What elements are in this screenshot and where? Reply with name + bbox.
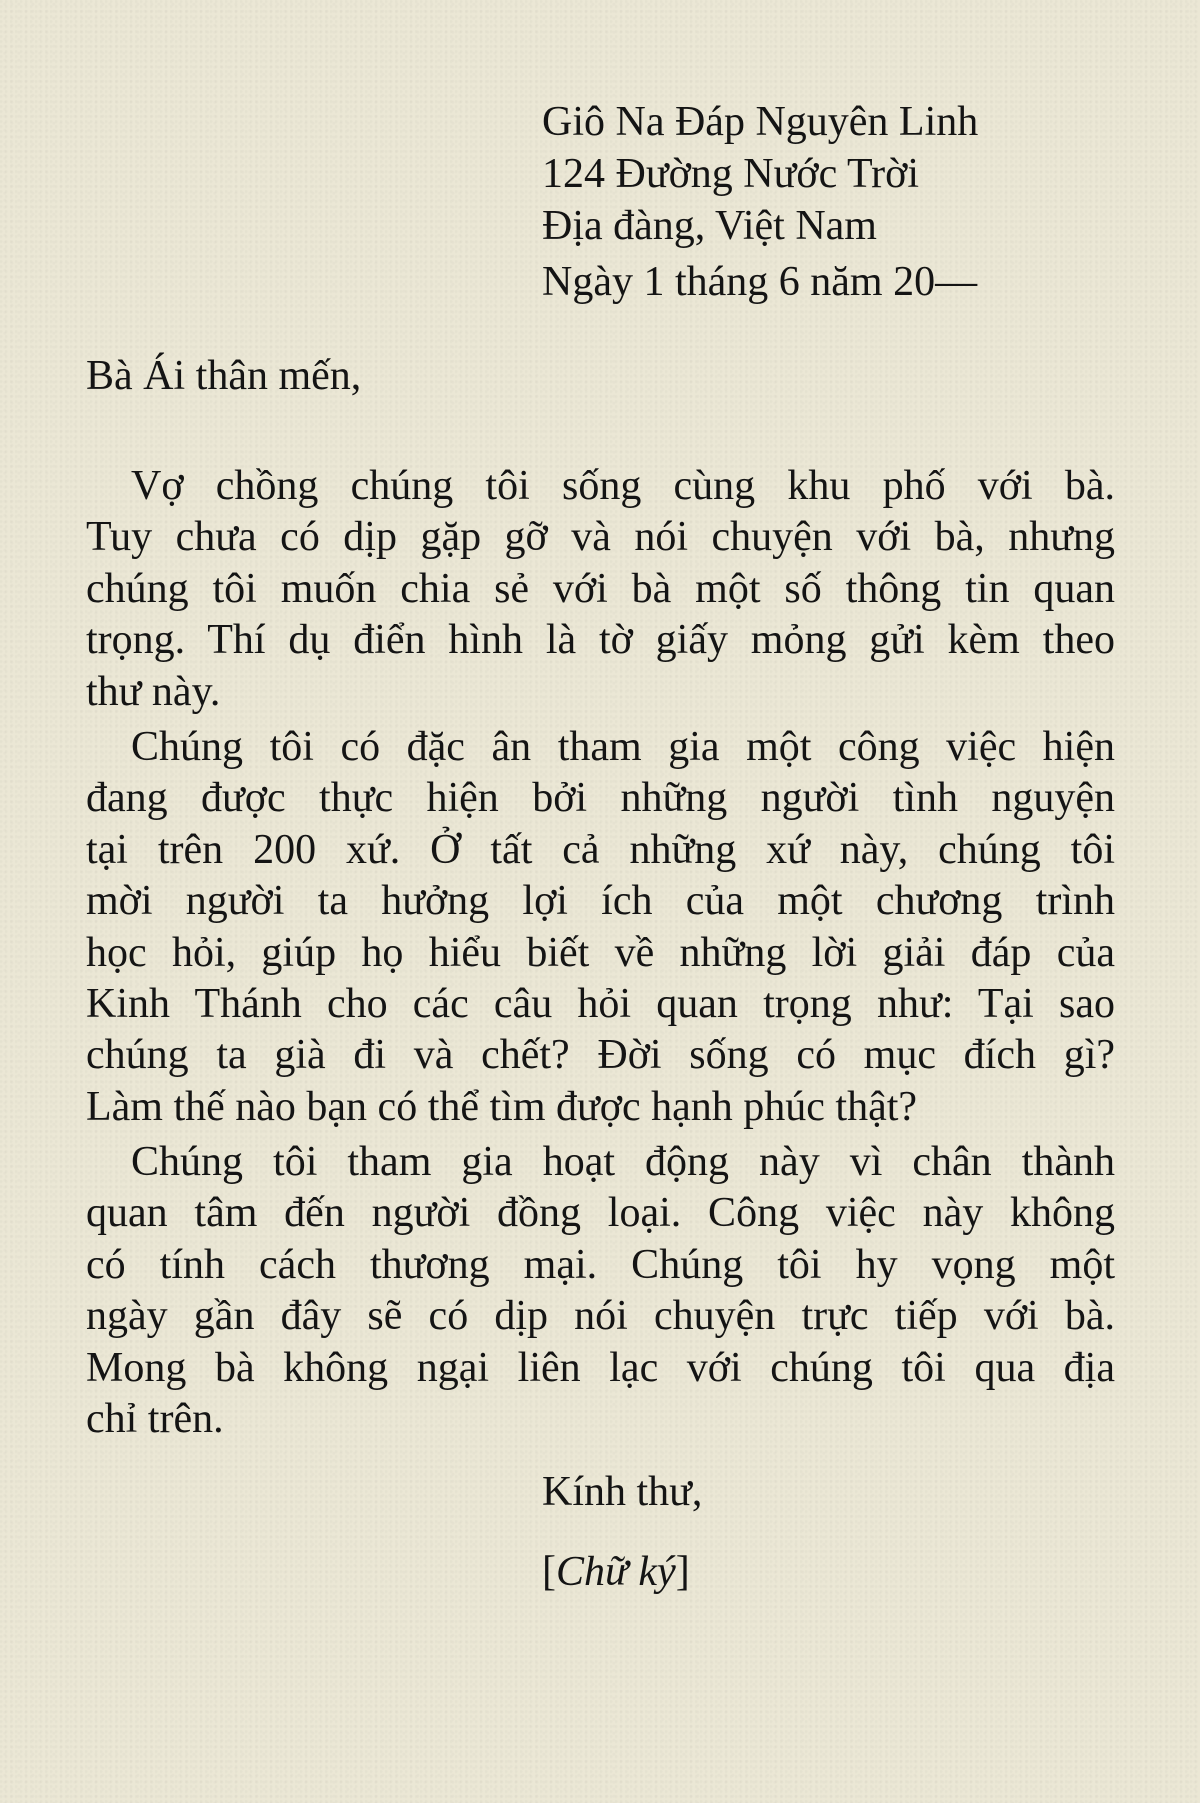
body-paragraph	[86, 461, 1115, 718]
sender-street: 124 Đường Nước Trời	[542, 151, 920, 197]
signature-placeholder	[542, 1548, 690, 1596]
paragraph-line: Kinh Thánh cho các câu hỏi quan trọng như: Tại sao	[86, 980, 1115, 1027]
closing: Kính thư,	[542, 1469, 703, 1515]
signature-close-bracket: ]	[675, 1549, 690, 1595]
paragraph-line: Mong bà không ngại liên lạc với chúng tôi qua địa	[86, 1344, 1115, 1391]
paragraph-line: mời người ta hưởng lợi ích của một chương trình	[86, 878, 1115, 925]
paragraph-line: Làm thế nào bạn có thể tìm được hạnh phúc thật?	[86, 1083, 918, 1130]
paragraph-line: chỉ trên.	[86, 1396, 224, 1443]
paragraph-line: Chúng tôi tham gia hoạt động này vì chân thành	[131, 1139, 1115, 1186]
body-paragraph	[86, 1137, 1115, 1445]
sender-city: Địa đàng, Việt Nam	[542, 203, 877, 249]
signature-text: Chữ ký	[556, 1549, 676, 1595]
signature-open-bracket: [	[542, 1549, 556, 1595]
paragraph-line: Chúng tôi có đặc ân tham gia một công việc hiện	[131, 723, 1115, 770]
paragraph-line: học hỏi, giúp họ hiểu biết về những lời giải đáp của	[86, 929, 1115, 976]
sender-address	[542, 96, 978, 252]
paragraph-line: chúng ta già đi và chết? Đời sống có mục đích gì?	[86, 1032, 1115, 1079]
letter-date: Ngày 1 tháng 6 năm 20—	[542, 259, 978, 305]
paragraph-line: có tính cách thương mại. Chúng tôi hy vọng một	[86, 1241, 1115, 1288]
paragraph-line: trọng. Thí dụ điển hình là tờ giấy mỏng gửi kèm theo	[86, 617, 1115, 664]
greeting: Bà Ái thân mến,	[86, 353, 362, 399]
paragraph-line: tại trên 200 xứ. Ở tất cả những xứ này, chúng tôi	[86, 826, 1115, 873]
paragraph-line: ngày gần đây sẽ có dịp nói chuyện trực tiếp với bà.	[86, 1293, 1115, 1340]
letter-body	[86, 461, 1115, 1449]
sender-name: Giô Na Đáp Nguyên Linh	[542, 99, 979, 145]
paragraph-line: quan tâm đến người đồng loại. Công việc này không	[86, 1190, 1115, 1237]
paragraph-line: Tuy chưa có dịp gặp gỡ và nói chuyện với bà, nhưng	[86, 514, 1115, 561]
body-paragraph	[86, 722, 1115, 1133]
paragraph-line: Vợ chồng chúng tôi sống cùng khu phố với bà.	[131, 463, 1115, 509]
paragraph-line: đang được thực hiện bởi những người tình nguyện	[86, 775, 1115, 822]
paragraph-line: chúng tôi muốn chia sẻ với bà một số thông tin quan	[86, 565, 1115, 612]
paragraph-line: thư này.	[86, 668, 221, 715]
